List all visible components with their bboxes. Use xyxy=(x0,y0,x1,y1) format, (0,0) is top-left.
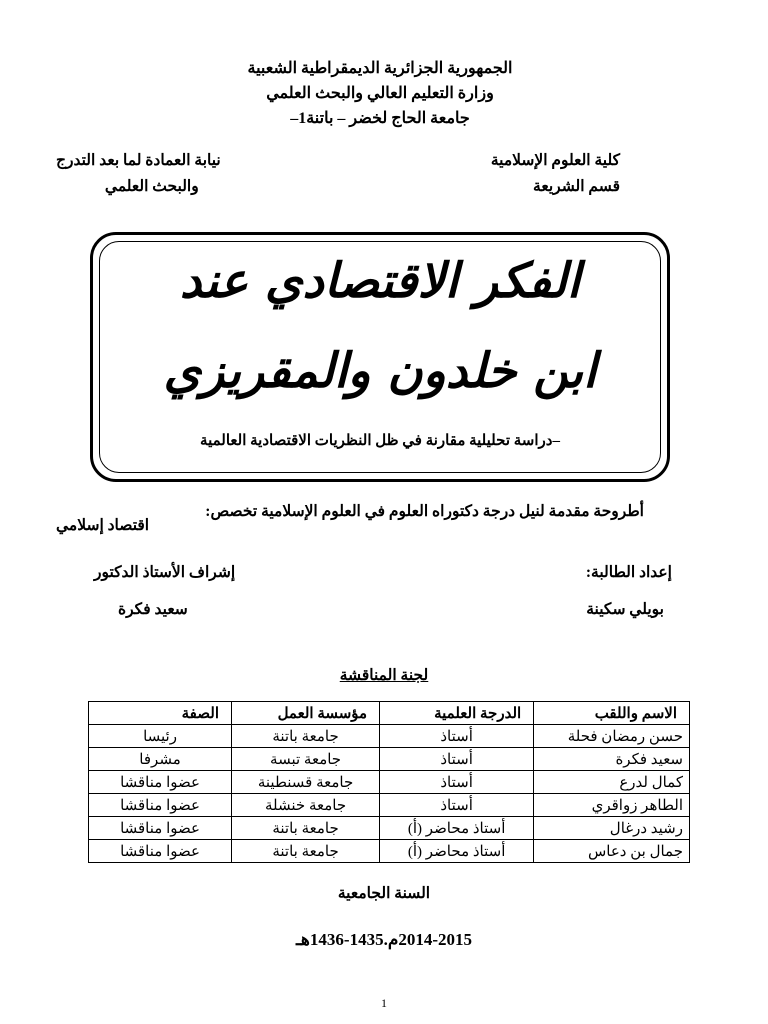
member-institution: جامعة تبسة xyxy=(232,748,380,771)
member-name: سعيد فكرة xyxy=(534,748,690,771)
header-name: الاسم واللقب xyxy=(534,702,690,725)
member-institution: جامعة باتنة xyxy=(232,725,380,748)
header-institution: مؤسسة العمل xyxy=(232,702,380,725)
page-number: 1 xyxy=(381,996,387,1010)
title-frame xyxy=(90,232,670,482)
member-role: عضوا مناقشا xyxy=(89,771,232,794)
academic-year-value: 2014-2015م.1435-1436هـ xyxy=(295,930,473,949)
table-row xyxy=(89,725,690,748)
member-institution: جامعة خنشلة xyxy=(232,794,380,817)
student-name: بويلي سكينة xyxy=(586,601,664,618)
member-rank: أستاذ xyxy=(380,771,534,794)
member-institution: جامعة قسنطينة xyxy=(232,771,380,794)
table-row xyxy=(89,748,690,771)
member-rank: أستاذ محاضر (أ) xyxy=(380,840,534,863)
member-rank: أستاذ xyxy=(380,794,534,817)
member-role: عضوا مناقشا xyxy=(89,840,232,863)
member-rank: أستاذ xyxy=(380,748,534,771)
thesis-title-line-1: الفكر الاقتصادي عند xyxy=(179,253,581,309)
supervision-label: إشراف الأستاذ الدكتور xyxy=(94,564,236,581)
deanery-line-1: نيابة العمادة لما بعد التدرج xyxy=(56,152,221,169)
university-line: جامعة الحاج لخضر – باتنة1– xyxy=(290,110,470,127)
member-name: رشيد درغال xyxy=(534,817,690,840)
ministry-line: وزارة التعليم العالي والبحث العلمي xyxy=(266,85,494,102)
member-role: عضوا مناقشا xyxy=(89,794,232,817)
specialty: اقتصاد إسلامي xyxy=(56,517,150,534)
department-name: قسم الشريعة xyxy=(533,178,620,195)
header-role: الصفة xyxy=(89,702,232,725)
member-name: كمال لدرع xyxy=(534,771,690,794)
member-rank: أستاذ xyxy=(380,725,534,748)
academic-year-label: السنة الجامعية xyxy=(337,885,431,902)
member-name: الطاهر زواقري xyxy=(534,794,690,817)
committee-title: لجنة المناقشة xyxy=(339,667,429,684)
member-role: مشرفا xyxy=(89,748,232,771)
table-row xyxy=(89,771,690,794)
faculty-block xyxy=(491,148,620,200)
committee-table xyxy=(88,701,690,863)
member-institution: جامعة باتنة xyxy=(232,817,380,840)
member-role: رئيسا xyxy=(89,725,232,748)
member-rank: أستاذ محاضر (أ) xyxy=(380,817,534,840)
committee-header-row xyxy=(89,702,690,725)
republic-line: الجمهورية الجزائرية الديمقراطية الشعبية xyxy=(247,60,513,77)
thesis-subtitle: –دراسة تحليلية مقارنة في ظل النظريات الاقتصادية العالمية xyxy=(200,433,560,449)
document-header xyxy=(150,56,610,131)
deanery-block xyxy=(56,148,221,200)
thesis-statement: أطروحة مقدمة لنيل درجة دكتوراه العلوم في العلوم الإسلامية تخصص: xyxy=(205,503,644,520)
table-row xyxy=(89,817,690,840)
member-role: عضوا مناقشا xyxy=(89,817,232,840)
member-institution: جامعة باتنة xyxy=(232,840,380,863)
member-name: حسن رمضان فحلة xyxy=(534,725,690,748)
thesis-title-line-2: ابن خلدون والمقريزي xyxy=(163,343,597,399)
college-name: كلية العلوم الإسلامية xyxy=(490,152,620,169)
table-row xyxy=(89,794,690,817)
supervisor-name: سعيد فكرة xyxy=(118,601,188,618)
deanery-line-2: والبحث العلمي xyxy=(104,178,199,195)
member-name: جمال بن دعاس xyxy=(534,840,690,863)
prepared-by-label: إعداد الطالبة: xyxy=(585,564,672,581)
header-rank: الدرجة العلمية xyxy=(380,702,534,725)
table-row xyxy=(89,840,690,863)
